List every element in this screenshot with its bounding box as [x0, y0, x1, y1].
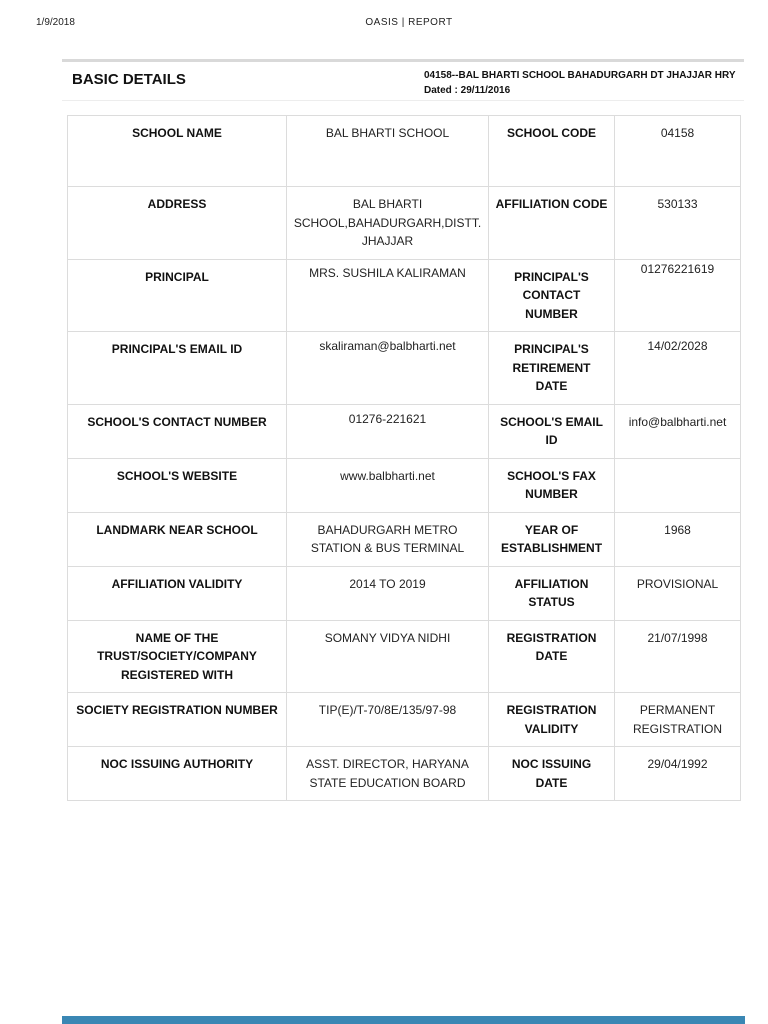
field-label: AFFILIATION CODE	[489, 187, 615, 260]
field-label: SCHOOL NAME	[68, 116, 287, 187]
field-value	[615, 458, 741, 512]
field-value: PERMANENT REGISTRATION	[615, 693, 741, 747]
field-value: SOMANY VIDYA NIDHI	[287, 620, 489, 693]
field-value: 14/02/2028	[615, 332, 741, 405]
field-value: 21/07/1998	[615, 620, 741, 693]
table-row	[68, 332, 741, 405]
field-value: ASST. DIRECTOR, HARYANA STATE EDUCATION BOARD	[287, 747, 489, 801]
field-value: MRS. SUSHILA KALIRAMAN	[287, 259, 489, 332]
field-value: info@balbharti.net	[615, 404, 741, 458]
field-value: 2014 TO 2019	[287, 566, 489, 620]
table-row	[68, 116, 741, 187]
field-label: ADDRESS	[68, 187, 287, 260]
section-title: BASIC DETAILS	[72, 71, 186, 88]
basic-details-table	[67, 115, 741, 801]
field-value: 01276-221621	[287, 404, 489, 458]
field-label: REGISTRATION VALIDITY	[489, 693, 615, 747]
field-label: REGISTRATION DATE	[489, 620, 615, 693]
field-value: BAHADURGARH METRO STATION & BUS TERMINAL	[287, 512, 489, 566]
basic-details-panel	[62, 59, 744, 101]
field-label: SCHOOL'S CONTACT NUMBER	[68, 404, 287, 458]
field-label: PRINCIPAL'S RETIREMENT DATE	[489, 332, 615, 405]
footer-bar	[62, 1016, 745, 1024]
table-row	[68, 404, 741, 458]
field-value: 1968	[615, 512, 741, 566]
table-row	[68, 259, 741, 332]
table-row	[68, 187, 741, 260]
field-label: PRINCIPAL	[68, 259, 287, 332]
field-value: BAL BHARTI SCHOOL	[287, 116, 489, 187]
table-row	[68, 512, 741, 566]
field-value: BAL BHARTI SCHOOL,BAHADURGARH,DISTT. JHAJJAR	[287, 187, 489, 260]
field-label: SCHOOL'S WEBSITE	[68, 458, 287, 512]
field-value: 04158	[615, 116, 741, 187]
school-identifier: 04158--BAL BHARTI SCHOOL BAHADURGARH DT JHAJJAR HRY	[424, 70, 736, 81]
field-value: 29/04/1992	[615, 747, 741, 801]
table-row	[68, 747, 741, 801]
field-label: NAME OF THE TRUST/SOCIETY/COMPANY REGISTERED WITH	[68, 620, 287, 693]
field-label: SCHOOL'S FAX NUMBER	[489, 458, 615, 512]
field-value: www.balbharti.net	[287, 458, 489, 512]
field-label: AFFILIATION STATUS	[489, 566, 615, 620]
field-value: 01276221619	[615, 259, 741, 332]
table-row	[68, 620, 741, 693]
field-value: TIP(E)/T-70/8E/135/97-98	[287, 693, 489, 747]
field-label: AFFILIATION VALIDITY	[68, 566, 287, 620]
field-value: 530133	[615, 187, 741, 260]
field-label: PRINCIPAL'S CONTACT NUMBER	[489, 259, 615, 332]
school-meta	[424, 68, 736, 98]
field-label: NOC ISSUING DATE	[489, 747, 615, 801]
table-row	[68, 458, 741, 512]
field-label: YEAR OF ESTABLISHMENT	[489, 512, 615, 566]
field-value: skaliraman@balbharti.net	[287, 332, 489, 405]
field-label: SCHOOL CODE	[489, 116, 615, 187]
field-label: NOC ISSUING AUTHORITY	[68, 747, 287, 801]
field-label: LANDMARK NEAR SCHOOL	[68, 512, 287, 566]
field-label: SOCIETY REGISTRATION NUMBER	[68, 693, 287, 747]
table-row	[68, 693, 741, 747]
field-value: PROVISIONAL	[615, 566, 741, 620]
table-row	[68, 566, 741, 620]
print-date: 1/9/2018	[36, 17, 75, 28]
report-title: OASIS | REPORT	[365, 17, 453, 28]
field-label: SCHOOL'S EMAIL ID	[489, 404, 615, 458]
field-label: PRINCIPAL'S EMAIL ID	[68, 332, 287, 405]
dated-text: Dated : 29/11/2016	[424, 85, 511, 96]
